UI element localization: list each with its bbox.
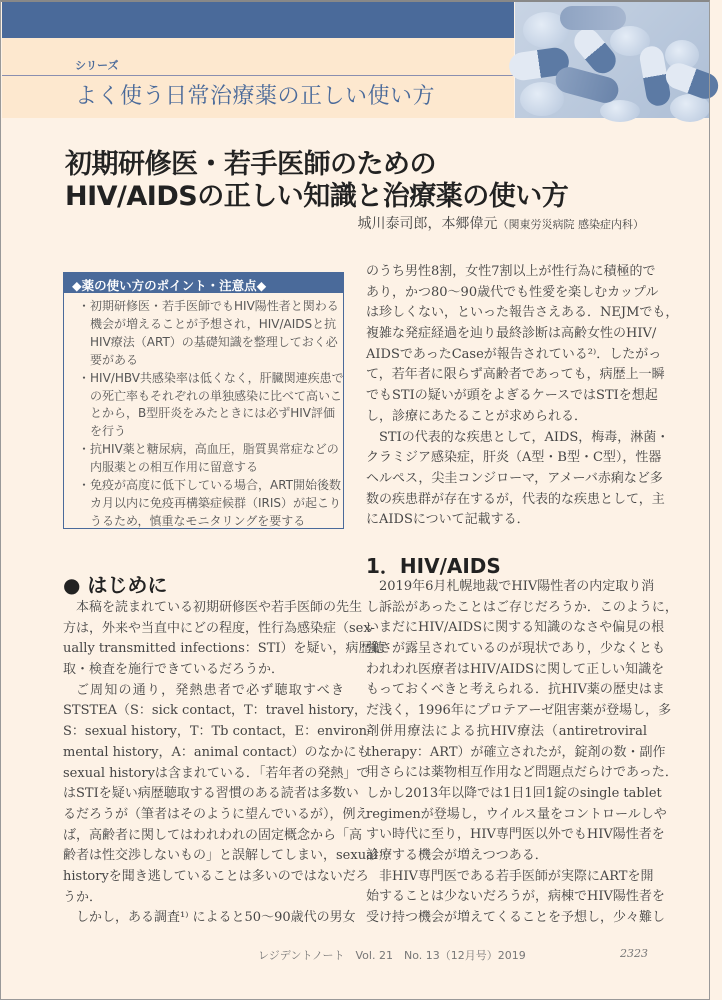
text-line: はSTIを疑い病歴聴取する習慣のある読者は多数い (63, 786, 359, 802)
key-point-line: の死亡率もそれぞれの単独感染に比べて高いこ (90, 388, 343, 403)
series-title: よく使う日常治療薬の正しい使い方 (75, 84, 436, 109)
text-line: クラミジア感染症，肝炎（A型・B型・C型），性器 (366, 450, 662, 466)
text-line: 複雑な発症経過を辿り最終診断は高齢女性のHIV/ (366, 326, 657, 342)
text-line: しかし2013年以降では1日1回1錠のsingle tablet (366, 785, 662, 801)
paragraph (366, 428, 670, 531)
key-point-item (78, 370, 344, 442)
paragraph (63, 598, 385, 681)
text-line: 診療する機会が増えつつある． (366, 847, 548, 863)
text-line: あり，かつ80～90歳代でも性愛を楽しむカップル (366, 284, 659, 300)
key-points-list (64, 293, 343, 531)
text-line: 本稿を読まれている初期研修医や若手医師の先生 (76, 600, 363, 615)
paragraph (63, 908, 356, 929)
intro-section (63, 572, 385, 929)
key-point-line: ・免疫が高度に低下している場合，ART開始後数 (78, 478, 342, 493)
paragraph (366, 867, 666, 929)
text-line: 受け持つ機会が増えてくることを予想し，少々難し (366, 910, 666, 925)
key-point-line: 内服薬との相互作用に留意する (90, 460, 259, 475)
text-line: すい時代に至り，HIV専門医以外でもHIV陽性者を (366, 827, 665, 843)
text-line: でもSTIの疑いが頭をよぎるケースではSTIを想起 (366, 388, 658, 404)
text-line: 齢者は性交渉しないもの」と誤解してしまい，sexual (63, 848, 378, 864)
article-title-line2: HIV/AIDSの正しい知識と治療薬の使い方 (65, 181, 569, 212)
text-line: AIDSであったCaseが報告されている²⁾．したがっ (366, 346, 662, 362)
text-line: 方は，外来や当直中にどの程度，性行為感染症（sex- (63, 620, 375, 636)
text-line: いまだにHIV/AIDSに関する知識のなさや偏見の根 (366, 620, 665, 636)
text-line: し訴訟があったことはご存じだろうか．このように， (366, 599, 678, 615)
text-line: われわれ医療者はHIV/AIDSに関して正しい知識を (366, 661, 665, 677)
key-point-line: うるため，慎重なモニタリングを要する (90, 513, 306, 528)
paragraph (366, 262, 679, 428)
text-line: historyを聞き逃していることは多いのではないだろ (63, 868, 369, 884)
pills-image (515, 2, 709, 118)
text-line: にAIDSについて記載する． (366, 512, 530, 528)
key-point-line: ・HIV/HBV共感染率は低くなく，肝臓関連疾患で (78, 370, 344, 385)
intro-body (63, 598, 385, 929)
text-line: ヘルペス，尖圭コンジローマ，アメーバ赤痢など多 (366, 470, 663, 486)
key-point-line: 要がある (90, 352, 139, 367)
text-line: regimenが登場し，ウイルス量をコントロールしや (366, 806, 667, 822)
key-point-line: カ月以内に免疫再構築症候群（IRIS）が起こり (90, 495, 342, 510)
text-line: 非HIV専門医である若手医師が実際にARTを開 (379, 868, 654, 884)
text-line: ば，高齢者に関してはわれわれの固定概念から「高 (63, 827, 363, 843)
section-body (366, 577, 678, 929)
text-line: 数の疾患群が存在するが，代表的な疾患として，主 (366, 491, 665, 507)
key-point-line: とから，B型肝炎をみたときには必ずHIV評価 (90, 406, 336, 421)
text-line: 取・検査を施行できているだろうか． (63, 662, 285, 678)
series-label: シリーズ (75, 59, 119, 72)
key-point-line: を行う (90, 424, 127, 439)
text-line: のうち男性8割，女性7割以上が性行為に積極的で (366, 264, 656, 279)
key-point-line: ・抗HIV薬と糖尿病，高血圧，脂質異常症などの (78, 442, 339, 457)
key-point-item (78, 298, 339, 370)
key-point-line: HIV療法（ART）の基礎知識を整理しておく必 (90, 334, 338, 349)
text-line: ご周知の通り，発熱患者で必ず聴取すべき (76, 682, 344, 698)
text-line: し，診療にあたることが求められる． (366, 408, 588, 424)
text-line: 始することは少ないだろうが，病棟でHIV陽性者を (366, 889, 665, 905)
text-line: STIの代表的な疾患として，AIDS，梅毒，淋菌・ (379, 429, 670, 445)
article-title-line1: 初期研修医・若手医師のための (65, 149, 436, 180)
key-points-box (63, 272, 344, 529)
right-column-continuation (366, 262, 679, 531)
key-point-item (78, 477, 342, 531)
text-line: mental history，A：animal contact）のなかにも (63, 744, 370, 760)
text-line: therapy：ART）が確立されたが，錠剤の数・副作 (366, 744, 666, 760)
text-line: もっておくべきと考えられる．抗HIV薬の歴史はま (366, 682, 665, 698)
text-line: S：sexual history，T：Tb contact，E：environ- (63, 724, 372, 740)
text-line: 用さらには薬物相互作用など問題点だらけであった． (366, 765, 678, 781)
continued-body (366, 262, 679, 531)
text-line: しかし，ある調査¹⁾ によると50～90歳代の男女 (76, 910, 356, 926)
key-point-line: 機会が増えることが予想され，HIV/AIDSと抗 (90, 316, 337, 331)
section-heading: ● はじめに (63, 573, 168, 597)
text-line: るだろうが（筆者はそのように望んでいるが），例え (63, 806, 369, 822)
key-point-line: ・初期研修医・若手医師でもHIV陽性者と関わる (78, 299, 339, 313)
text-line: 2019年6月札幌地裁でHIV陽性者の内定取り消 (379, 579, 655, 594)
key-point-item (78, 441, 339, 477)
text-line: sexual historyは含まれている．「若年者の発熱」で (63, 765, 370, 781)
authors (358, 213, 645, 233)
divider (2, 75, 514, 76)
paragraph (63, 681, 378, 909)
text-line: 剤併用療法による抗HIV療法（antiretroviral (366, 723, 647, 739)
author-names: 城川泰司郎，本郷偉元 (357, 216, 498, 232)
page-number: 2323 (620, 947, 648, 960)
text-line: ually transmitted infections：STI）を疑い，病歴聴 (63, 641, 385, 657)
key-points-heading: ◆薬の使い方のポイント・注意点◆ (64, 273, 343, 293)
section-heading: 1．HIV/AIDS (366, 554, 501, 578)
text-line: STSTEA（S：sick contact，T：travel history， (63, 703, 368, 719)
text-line: 強さが露呈されているのが現状であり，少なくとも (366, 641, 666, 657)
text-line: て，若年者に限らず高齢者であっても，病歴上一瞬 (366, 367, 665, 383)
text-line: だ浅く，1996年にプロテアーゼ阻害薬が登場し，多 (366, 703, 672, 719)
journal-footer: レジデントノート Vol. 21 No. 13（12月号）2019 (258, 949, 526, 962)
affiliation: （関東労災病院 感染症内科） (497, 218, 644, 231)
text-line: は珍しくない，といった報告さえある．NEJMでも， (366, 305, 679, 321)
section-hiv-aids (366, 553, 678, 929)
paragraph (366, 577, 678, 867)
top-color-band (2, 2, 514, 38)
text-line: うか． (63, 889, 103, 905)
